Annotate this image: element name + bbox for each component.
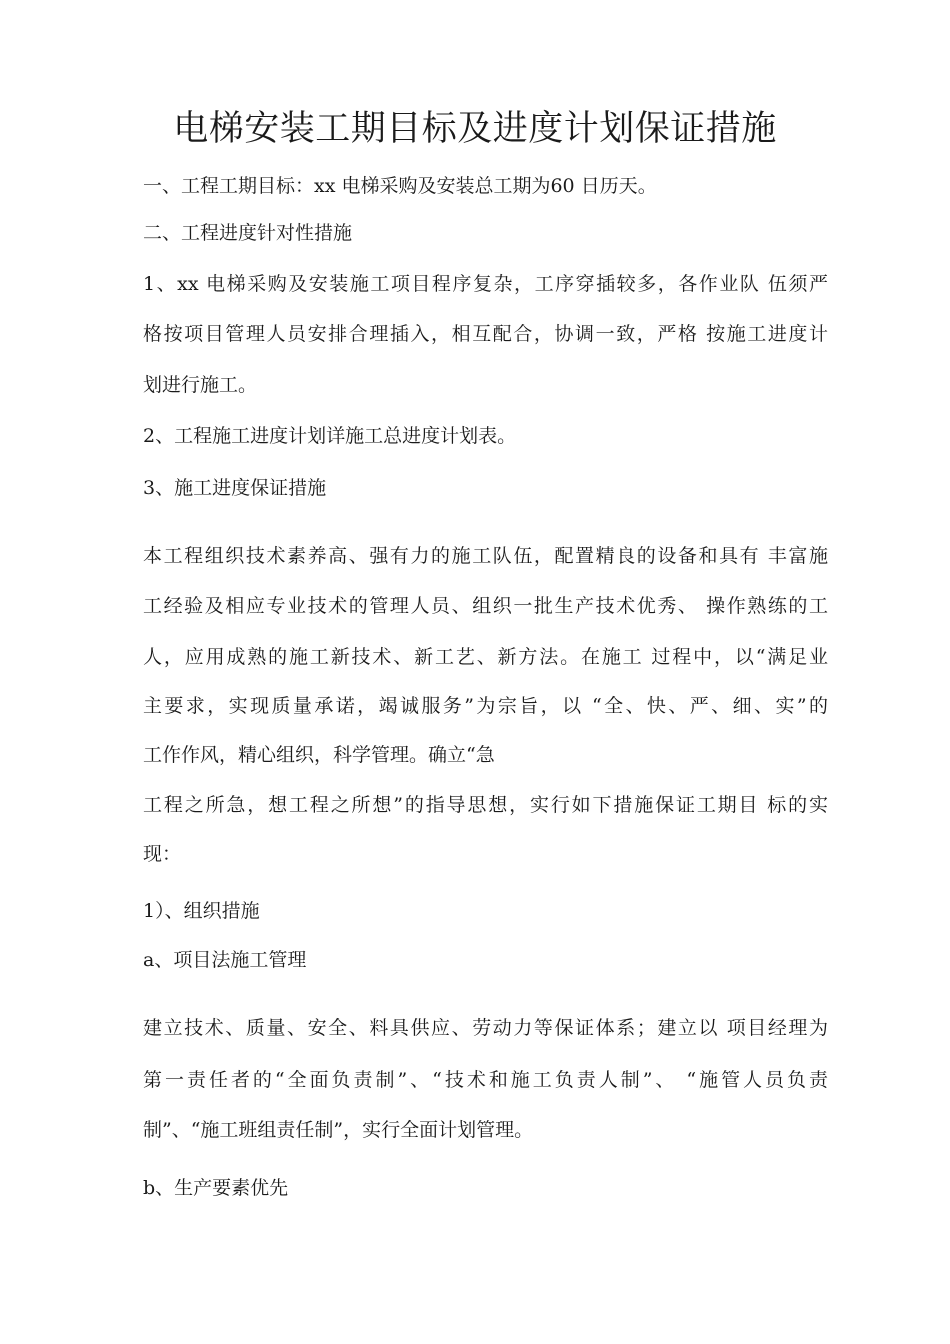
text-line: 工作作风，精心组织，科学管理。确立“急 — [143, 744, 495, 766]
text-line: 本工程组织技术素养高、强有力的施工队伍，配置精良的设备和具有 丰富施 — [143, 545, 828, 567]
text-line-section-2: 二、工程进度针对性措施 — [143, 222, 353, 244]
text-line: 格按项目管理人员安排合理插入，相互配合，协调一致，严格 按施工进度计 — [143, 323, 828, 345]
text-line: 1、xx 电梯采购及安装施工项目程序复杂，工序穿插较多，各作业队 伍须严 — [143, 273, 828, 295]
text-line: 建立技术、质量、安全、料具供应、劳动力等保证体系；建立以 项目经理为 — [143, 1017, 828, 1039]
text-line: 工程之所急，想工程之所想”的指导思想，实行如下措施保证工期目 标的实 — [143, 794, 828, 816]
text-line: 划进行施工。 — [143, 374, 258, 396]
text-line: 主要求，实现质量承诺，竭诚服务”为宗旨，以 “全、快、严、细、实”的 — [143, 695, 828, 717]
document-title: 电梯安装工期目标及进度计划保证措施 — [173, 109, 777, 149]
text-line-heading: b、生产要素优先 — [143, 1177, 289, 1199]
text-line: 现： — [143, 843, 182, 865]
text-line: 第一责任者的“全面负责制”、“技术和施工负责人制”、 “施管人员负责 — [143, 1069, 828, 1091]
text-line: 2、工程施工进度计划详施工总进度计划表。 — [143, 425, 517, 447]
text-line: 制”、“施工班组责任制”，实行全面计划管理。 — [143, 1119, 534, 1141]
text-line: 3、施工进度保证措施 — [143, 477, 327, 499]
text-line-heading: 1）、组织措施 — [143, 900, 260, 922]
text-line-goal: 一、工程工期目标：xx 电梯采购及安装总工期为60 日历天。 — [143, 175, 657, 197]
text-line: 工经验及相应专业技术的管理人员、组织一批生产技术优秀、 操作熟练的工 — [143, 595, 828, 617]
text-line: 人，应用成熟的施工新技术、新工艺、新方法。在施工 过程中，以“满足业 — [143, 646, 828, 668]
text-line-heading: a、项目法施工管理 — [143, 949, 307, 971]
